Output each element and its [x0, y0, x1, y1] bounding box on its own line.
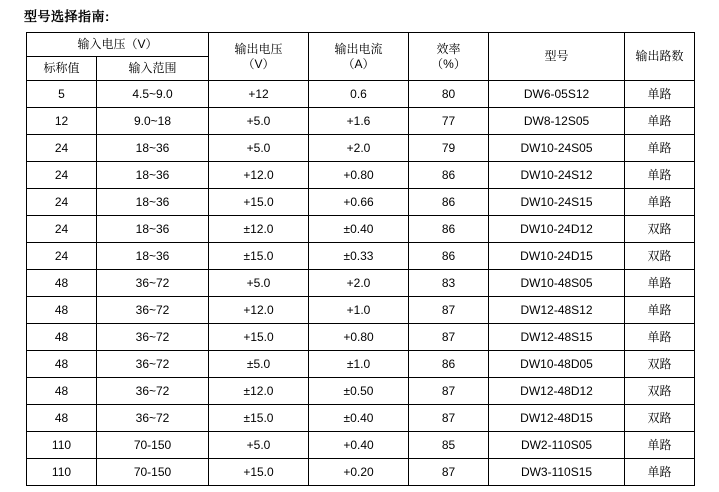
cell-output-current: +2.0 — [309, 270, 409, 297]
cell-model: DW12-48S15 — [489, 324, 625, 351]
cell-output-current: +2.0 — [309, 135, 409, 162]
cell-efficiency: 86 — [409, 162, 489, 189]
table-row — [27, 108, 695, 135]
cell-model: DW10-24D12 — [489, 216, 625, 243]
cell-nominal-value: 24 — [27, 189, 97, 216]
cell-model: DW10-48S05 — [489, 270, 625, 297]
table-row — [27, 459, 695, 486]
table-row — [27, 81, 695, 108]
cell-output-current: +1.6 — [309, 108, 409, 135]
cell-output-voltage: ±15.0 — [209, 243, 309, 270]
header-nominal-value: 标称值 — [27, 57, 97, 81]
cell-input-range: 70-150 — [97, 459, 209, 486]
cell-input-range: 4.5~9.0 — [97, 81, 209, 108]
cell-input-range: 36~72 — [97, 378, 209, 405]
cell-input-range: 18~36 — [97, 189, 209, 216]
cell-output-voltage: ±5.0 — [209, 351, 309, 378]
header-input-voltage: 输入电压（V） — [27, 33, 209, 57]
cell-input-range: 18~36 — [97, 162, 209, 189]
cell-output-current: 0.6 — [309, 81, 409, 108]
cell-model: DW12-48D15 — [489, 405, 625, 432]
cell-efficiency: 87 — [409, 324, 489, 351]
cell-output-ways: 单路 — [625, 297, 695, 324]
cell-input-range: 36~72 — [97, 297, 209, 324]
cell-output-voltage: ±12.0 — [209, 378, 309, 405]
cell-nominal-value: 24 — [27, 243, 97, 270]
table-header — [27, 33, 695, 81]
cell-input-range: 36~72 — [97, 324, 209, 351]
cell-output-ways: 单路 — [625, 135, 695, 162]
cell-output-current: +0.40 — [309, 432, 409, 459]
model-selection-table — [26, 32, 695, 486]
cell-output-current: ±0.33 — [309, 243, 409, 270]
cell-efficiency: 86 — [409, 243, 489, 270]
cell-model: DW10-48D05 — [489, 351, 625, 378]
cell-output-voltage: +5.0 — [209, 270, 309, 297]
table-row — [27, 324, 695, 351]
header-efficiency — [409, 33, 489, 81]
cell-nominal-value: 5 — [27, 81, 97, 108]
cell-nominal-value: 48 — [27, 324, 97, 351]
cell-nominal-value: 48 — [27, 270, 97, 297]
cell-nominal-value: 48 — [27, 351, 97, 378]
cell-output-voltage: +12 — [209, 81, 309, 108]
cell-efficiency: 87 — [409, 297, 489, 324]
cell-nominal-value: 24 — [27, 162, 97, 189]
cell-model: DW3-110S15 — [489, 459, 625, 486]
header-output-ways: 输出路数 — [625, 33, 695, 81]
header-efficiency-line1: 效率 — [436, 41, 461, 56]
cell-nominal-value: 24 — [27, 135, 97, 162]
header-output-voltage-line1: 输出电压 — [234, 41, 283, 56]
cell-model: DW10-24S15 — [489, 189, 625, 216]
table-row — [27, 405, 695, 432]
table-row — [27, 297, 695, 324]
cell-input-range: 70-150 — [97, 432, 209, 459]
cell-output-current: ±0.40 — [309, 216, 409, 243]
cell-output-ways: 双路 — [625, 243, 695, 270]
cell-output-ways: 单路 — [625, 459, 695, 486]
cell-input-range: 18~36 — [97, 135, 209, 162]
cell-model: DW10-24S12 — [489, 162, 625, 189]
cell-output-ways: 单路 — [625, 81, 695, 108]
cell-efficiency: 79 — [409, 135, 489, 162]
cell-output-voltage: +15.0 — [209, 324, 309, 351]
header-output-current — [309, 33, 409, 81]
cell-input-range: 18~36 — [97, 243, 209, 270]
cell-output-voltage: +12.0 — [209, 162, 309, 189]
cell-efficiency: 86 — [409, 189, 489, 216]
table-row — [27, 216, 695, 243]
cell-efficiency: 77 — [409, 108, 489, 135]
cell-model: DW8-12S05 — [489, 108, 625, 135]
cell-output-current: +0.66 — [309, 189, 409, 216]
table-row — [27, 162, 695, 189]
cell-output-current: +1.0 — [309, 297, 409, 324]
cell-efficiency: 87 — [409, 459, 489, 486]
cell-nominal-value: 110 — [27, 432, 97, 459]
cell-nominal-value: 48 — [27, 297, 97, 324]
cell-input-range: 36~72 — [97, 351, 209, 378]
cell-input-range: 18~36 — [97, 216, 209, 243]
cell-efficiency: 86 — [409, 351, 489, 378]
cell-model: DW6-05S12 — [489, 81, 625, 108]
cell-efficiency: 87 — [409, 378, 489, 405]
cell-efficiency: 87 — [409, 405, 489, 432]
table-row — [27, 351, 695, 378]
cell-input-range: 36~72 — [97, 405, 209, 432]
cell-output-voltage: ±12.0 — [209, 216, 309, 243]
cell-output-voltage: +5.0 — [209, 108, 309, 135]
cell-nominal-value: 24 — [27, 216, 97, 243]
table-row — [27, 432, 695, 459]
header-output-current-line1: 输出电流 — [334, 41, 383, 56]
cell-output-voltage: +15.0 — [209, 189, 309, 216]
cell-efficiency: 80 — [409, 81, 489, 108]
header-model: 型号 — [489, 33, 625, 81]
cell-output-voltage: +5.0 — [209, 135, 309, 162]
cell-output-ways: 单路 — [625, 162, 695, 189]
cell-output-ways: 单路 — [625, 270, 695, 297]
header-output-voltage-line2: （V） — [242, 56, 275, 71]
table-row — [27, 189, 695, 216]
cell-output-voltage: ±15.0 — [209, 405, 309, 432]
cell-input-range: 36~72 — [97, 270, 209, 297]
cell-output-ways: 双路 — [625, 216, 695, 243]
cell-output-ways: 单路 — [625, 189, 695, 216]
cell-output-voltage: +12.0 — [209, 297, 309, 324]
cell-output-voltage: +15.0 — [209, 459, 309, 486]
cell-output-voltage: +5.0 — [209, 432, 309, 459]
header-output-current-line2: （A） — [342, 56, 375, 71]
table-body — [27, 81, 695, 486]
cell-nominal-value: 12 — [27, 108, 97, 135]
cell-output-current: +0.80 — [309, 324, 409, 351]
cell-output-ways: 双路 — [625, 405, 695, 432]
cell-model: DW2-110S05 — [489, 432, 625, 459]
cell-model: DW10-24D15 — [489, 243, 625, 270]
cell-nominal-value: 110 — [27, 459, 97, 486]
cell-output-current: +0.20 — [309, 459, 409, 486]
cell-model: DW10-24S05 — [489, 135, 625, 162]
cell-efficiency: 85 — [409, 432, 489, 459]
cell-output-ways: 双路 — [625, 378, 695, 405]
table-row — [27, 243, 695, 270]
cell-efficiency: 83 — [409, 270, 489, 297]
cell-model: DW12-48D12 — [489, 378, 625, 405]
table-row — [27, 135, 695, 162]
cell-output-current: ±0.40 — [309, 405, 409, 432]
cell-output-ways: 单路 — [625, 324, 695, 351]
cell-output-current: +0.80 — [309, 162, 409, 189]
cell-output-ways: 单路 — [625, 432, 695, 459]
cell-nominal-value: 48 — [27, 378, 97, 405]
table-row — [27, 378, 695, 405]
spec-table-container — [26, 32, 694, 486]
cell-output-ways: 双路 — [625, 351, 695, 378]
cell-model: DW12-48S12 — [489, 297, 625, 324]
cell-output-current: ±0.50 — [309, 378, 409, 405]
header-efficiency-line2: （%） — [431, 56, 466, 71]
table-row — [27, 270, 695, 297]
header-output-voltage — [209, 33, 309, 81]
cell-efficiency: 86 — [409, 216, 489, 243]
header-input-range: 输入范围 — [97, 57, 209, 81]
page-title: 型号选择指南: — [24, 9, 110, 24]
table-header-row-1 — [27, 33, 695, 57]
cell-nominal-value: 48 — [27, 405, 97, 432]
cell-input-range: 9.0~18 — [97, 108, 209, 135]
cell-output-ways: 单路 — [625, 108, 695, 135]
cell-output-current: ±1.0 — [309, 351, 409, 378]
